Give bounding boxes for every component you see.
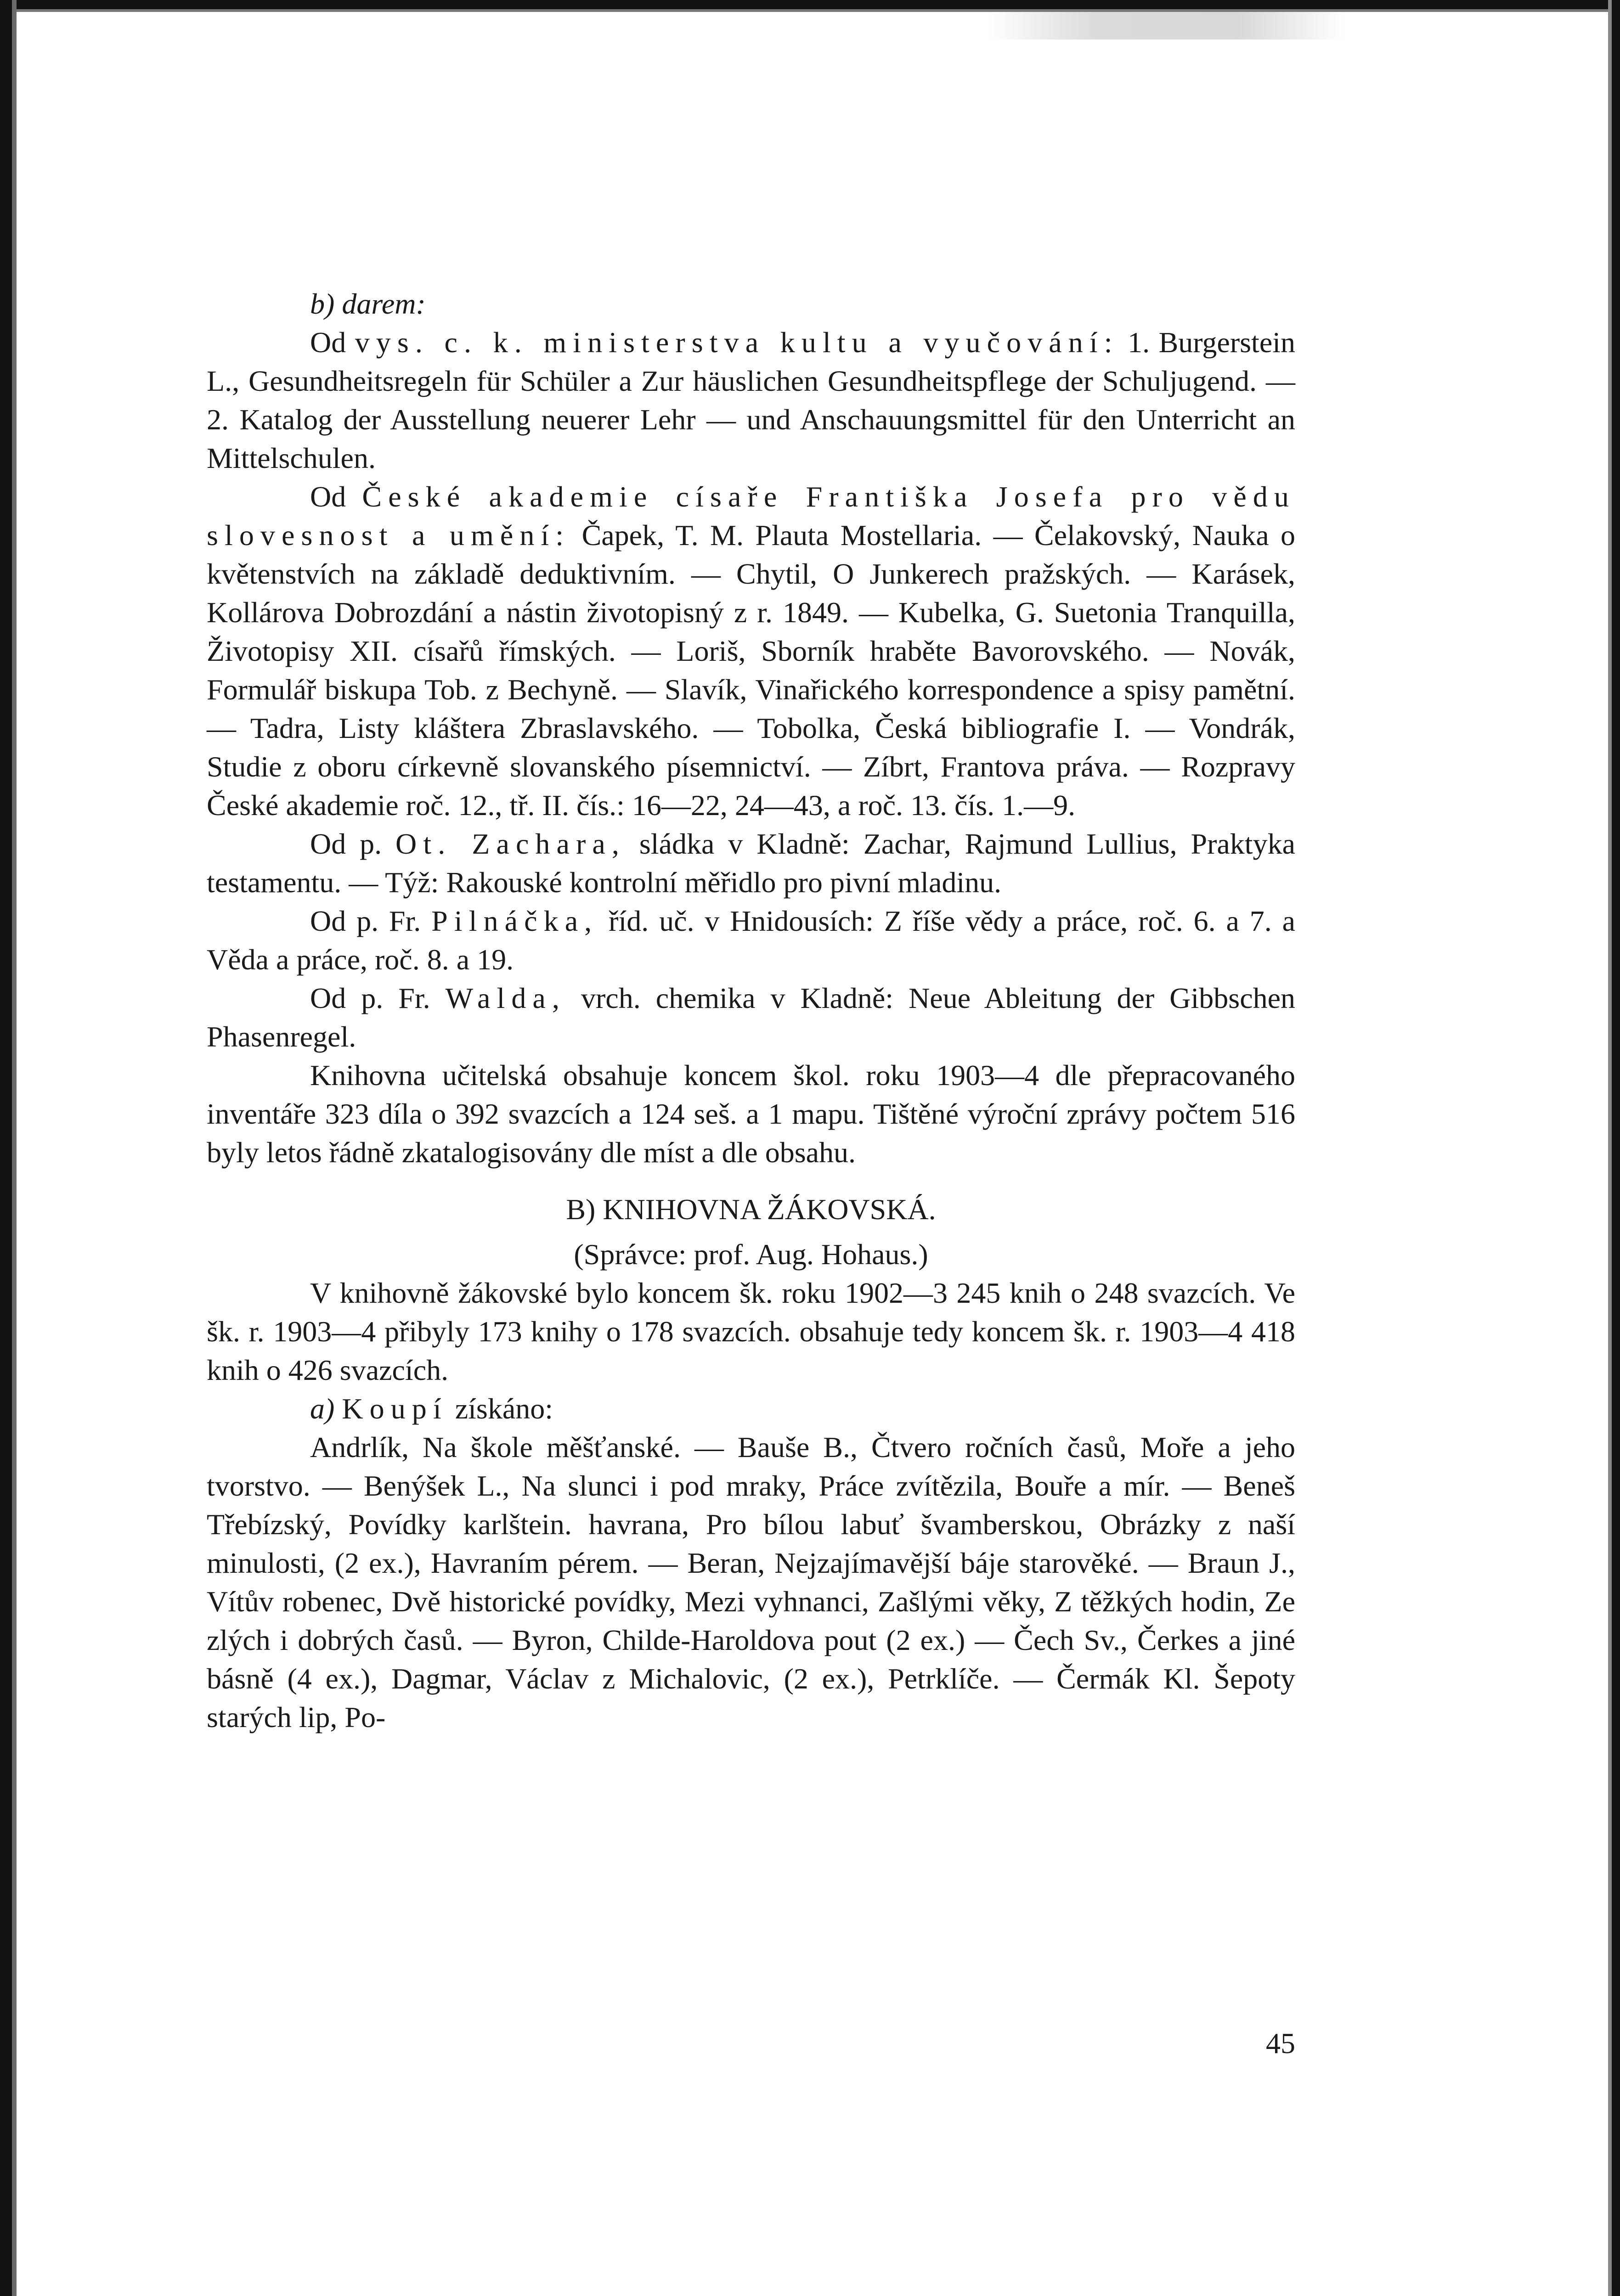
teacher-library-summary: Knihovna učitelská obsahuje koncem škol. roku 1903—4 dle přepracovaného inventáře 323 díla o 392 svazcích a 124 seš. a 1 mapu. Tištěné výroční zprávy počtem 516 byly letos řádně zkatalogisovány dle míst a dle obsahu. (207, 1059, 1295, 1169)
donor-name: Walda, (445, 982, 566, 1014)
scan-left-shadow (12, 0, 17, 2296)
purchase-label: a) Koupí získáno: (310, 1392, 553, 1425)
scan-left-border (0, 0, 12, 2296)
purchased-book-list: Andrlík, Na škole měšťanské. — Bauše B., Čtvero ročních časů, Moře a jeho tvorstvo. — Benýšek L., Na slunci i pod mraky, Práce zvítězila, Bouře a mír. — Beneš Třebízský, Povídky karlštein. havrana, Pro bílou labuť švamberskou, Obrázky z naší minulosti, (2 ex.), Havraním pérem. — Beran, Nejzajímavější báje starověké. — Braun J., Vítův robenec, Dvě historické povídky, Mezi vyhnanci, Zašlými věky, Z těžkých hodin, Ze zlých i dobrých časů. — Byron, Childe-Haroldova pout (2 ex.) — Čech Sv., Čerkes a jiné básně (4 ex.), Dagmar, Václav z Michalovic, (2 ex.), Petrklíče. — Čermák Kl. Šepoty starých lip, Po- (207, 1431, 1295, 1733)
section-heading: B) KNIHOVNA ŽÁKOVSKÁ. (566, 1193, 936, 1226)
page-number: 45 (1266, 2027, 1295, 2060)
scan-right-border (1612, 0, 1620, 2296)
scan-top-border (0, 0, 1620, 9)
donation-academy: Od České akademie císaře Františka Josefa pro vědu slovesnost a umění: Čapek, T. M. Plauta Mostellaria. — Čelakovský, Nauka o květenstvích na základě deduktivním. — Chytil, O Junkerech pražských. — Karásek, Kollárova Dobrozdání a nástin životopisný z r. 1849. — Kubelka, G. Suetonia Tranquilla, Životopisy XII. císařů římských. — Loriš, Sborník hraběte Bavorovského. — Novák, Formulář biskupa Tob. z Bechyně. — Slavík, Vinařického korrespondence a spisy pamětní. — Tadra, Listy kláštera Zbraslavského. — Tobolka, Česká bibliografie I. — Vondrák, Studie z oboru církevně slovanského písemnictví. — Zíbrt, Frantova práva. — Rozpravy České akademie roč. 12., tř. II. čís.: 16—22, 24—43, a roč. 13. čís. 1.—9. (207, 480, 1296, 822)
administrator-line: (Správce: prof. Aug. Hohaus.) (574, 1238, 928, 1271)
scan-top-shadow (0, 9, 1620, 12)
section-b-label: b) darem: (310, 287, 426, 320)
scan-right-shadow (1608, 0, 1612, 2296)
donor-name: Ot. Zachara, (395, 827, 626, 860)
donor-name: Pilnáčka, (431, 905, 598, 937)
scan-smudge (988, 12, 1346, 39)
student-library-summary: V knihovně žákovské bylo koncem šk. roku 1902—3 245 knih o 248 svazcích. Ve šk. r. 1903—4 přibyly 173 knihy o 178 svazcích. obsahuje tedy koncem šk. r. 1903—4 418 knih o 426 svazcích. (207, 1277, 1295, 1386)
donor-name: České akademie císaře Františka Josefa pro vědu slovesnost a umění: (207, 480, 1296, 551)
donation-pilnacek: Od p. Fr. Pilnáčka, říd. uč. v Hnidousích: Z říše vědy a práce, roč. 6. a 7. a Věda a práce, roč. 8. a 19. (207, 905, 1296, 976)
donation-wald: Od p. Fr. Walda, vrch. chemika v Kladně: Neue Ableitung der Gibbschen Phasenregel. (207, 982, 1296, 1053)
page-content (207, 285, 1295, 1737)
donation-zachar: Od p. Ot. Zachara, sládka v Kladně: Zachar, Rajmund Lullius, Praktyka testamentu. — Týž: Rakouské kontrolní měřidlo pro pivní mladinu. (207, 827, 1295, 899)
donor-name: vys. c. k. ministerstva kultu a vyučování: (355, 326, 1119, 359)
donation-ministry: Od vys. c. k. ministerstva kultu a vyučování: 1. Burgerstein L., Gesundheitsregeln für Schüler a Zur häuslichen Gesundheitspflege der Schuljugend. — 2. Katalog der Ausstellung neuerer Lehr — und Anschauungsmittel für den Unterricht an Mittelschulen. (207, 326, 1296, 474)
